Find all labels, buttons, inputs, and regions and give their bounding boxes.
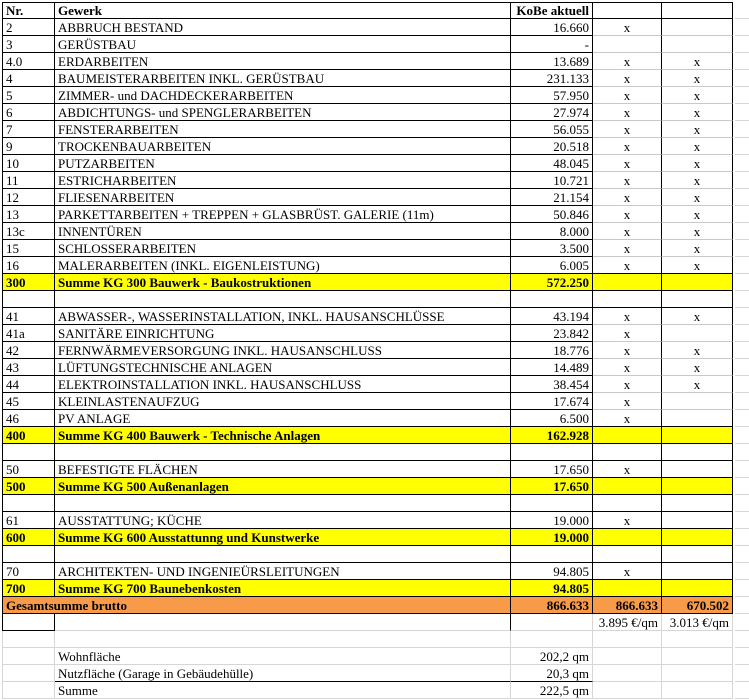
cell-check1[interactable]: x (593, 393, 662, 410)
cell-nr[interactable]: 4 (2, 70, 55, 87)
cell-gewerk[interactable]: ERDARBEITEN (55, 53, 511, 70)
cell-check2[interactable] (662, 478, 733, 495)
cell-gewerk[interactable] (55, 444, 511, 461)
cell-nr[interactable] (2, 444, 55, 461)
cell-gewerk[interactable]: PARKETTARBEITEN + TREPPEN + GLASBRÜST. GALERIE (11m) (55, 206, 511, 223)
cell-nr[interactable]: 700 (2, 580, 55, 597)
cell-check2[interactable] (662, 648, 733, 665)
cell-nr[interactable]: 13c (2, 223, 55, 240)
cell-check1[interactable]: x (593, 70, 662, 87)
cell-gewerk[interactable]: TROCKENBAUARBEITEN (55, 138, 511, 155)
cell-check1[interactable]: x (593, 342, 662, 359)
unit-price-row (2, 614, 733, 631)
cell-nr[interactable] (2, 682, 55, 699)
table-row (2, 70, 733, 87)
cell-gewerk[interactable]: BEFESTIGTE FLÄCHEN (55, 461, 511, 478)
cell-nr[interactable]: 13 (2, 206, 55, 223)
cell-check2[interactable] (662, 631, 733, 648)
cell-gewerk[interactable]: PUTZARBEITEN (55, 155, 511, 172)
cell-check1[interactable]: x (593, 359, 662, 376)
cell-check2[interactable] (662, 444, 733, 461)
cell-check1[interactable]: x (593, 240, 662, 257)
cell-gewerk[interactable]: Summe (55, 682, 511, 699)
cell-check1[interactable]: x (593, 376, 662, 393)
cell-kobe[interactable]: 20,3 qm (511, 665, 593, 682)
cell-check2[interactable]: x (662, 376, 733, 393)
cell-check1[interactable] (593, 495, 662, 512)
cell-nr[interactable]: 4.0 (2, 53, 55, 70)
cell-kobe[interactable]: 50.846 (511, 206, 593, 223)
cost-table (2, 2, 733, 699)
cell-check1[interactable] (593, 580, 662, 597)
table-row (2, 325, 733, 342)
cell-check2[interactable]: x (662, 206, 733, 223)
cell-check2[interactable] (662, 682, 733, 699)
cell-check1[interactable]: x (593, 138, 662, 155)
cell-kobe[interactable]: 13.689 (511, 53, 593, 70)
cell-check1[interactable]: x (593, 189, 662, 206)
cell-check1[interactable]: x (593, 223, 662, 240)
cell-check1[interactable] (593, 529, 662, 546)
cell-nr[interactable]: 2 (2, 19, 55, 36)
cell-check1[interactable]: x (593, 172, 662, 189)
cell-kobe[interactable]: 231.133 (511, 70, 593, 87)
cell-check2[interactable]: x (662, 189, 733, 206)
cell-check2[interactable]: x (662, 308, 733, 325)
cell-kobe[interactable]: 3.500 (511, 240, 593, 257)
cell-kobe[interactable]: 43.194 (511, 308, 593, 325)
cell-kobe[interactable]: 6.005 (511, 257, 593, 274)
cell-kobe[interactable] (511, 631, 593, 648)
kostengruppen-table (2, 2, 733, 699)
cell-gewerk[interactable]: Summe KG 700 Baunebenkosten (55, 580, 511, 597)
cell-kobe[interactable]: 16.660 (511, 19, 593, 36)
table-row (2, 155, 733, 172)
cell-gewerk[interactable]: GERÜSTBAU (55, 36, 511, 53)
cell-gewerk[interactable]: Summe KG 500 Außenanlagen (55, 478, 511, 495)
cell-check1[interactable] (593, 291, 662, 308)
cell-gewerk[interactable]: Summe KG 300 Bauwerk - Baukostruktionen (55, 274, 511, 291)
table-row (2, 342, 733, 359)
cell-nr[interactable]: 61 (2, 512, 55, 529)
cell-nr[interactable] (2, 546, 55, 563)
cell-check1[interactable]: x (593, 461, 662, 478)
cell-gewerk[interactable]: ESTRICHARBEITEN (55, 172, 511, 189)
cell-check1[interactable]: 866.633 (593, 597, 662, 614)
cell-check2[interactable]: x (662, 70, 733, 87)
cell-kobe[interactable]: - (511, 36, 593, 53)
cell-check2[interactable] (662, 495, 733, 512)
cell-kobe[interactable]: 19.000 (511, 512, 593, 529)
cell-kobe[interactable]: 18.776 (511, 342, 593, 359)
cell-check1[interactable] (593, 274, 662, 291)
cell-check2[interactable]: 3.013 €/qm (662, 614, 733, 631)
cell-gewerk[interactable] (55, 631, 511, 648)
cell-gewerk[interactable]: AUSSTATTUNG; KÜCHE (55, 512, 511, 529)
cell-kobe[interactable]: 866.633 (511, 597, 593, 614)
cell-gewerk[interactable]: Summe KG 600 Ausstattunng und Kunstwerke (55, 529, 511, 546)
cell-gewerk[interactable]: ABBRUCH BESTAND (55, 19, 511, 36)
table-row (2, 53, 733, 70)
table-row (2, 410, 733, 427)
cell-check2[interactable] (662, 529, 733, 546)
cell-check1[interactable]: x (593, 155, 662, 172)
cell-nr[interactable]: 42 (2, 342, 55, 359)
table-row (2, 376, 733, 393)
cell-gewerk[interactable]: BAUMEISTERARBEITEN INKL. GERÜSTBAU (55, 70, 511, 87)
cell-nr[interactable]: 50 (2, 461, 55, 478)
table-row (2, 138, 733, 155)
cell-gewerk[interactable] (55, 495, 511, 512)
cell-check2[interactable] (662, 19, 733, 36)
cell-gewerk[interactable] (55, 614, 511, 631)
cell-kobe[interactable]: 57.950 (511, 87, 593, 104)
cell-kobe[interactable] (511, 444, 593, 461)
cell-check1[interactable]: x (593, 53, 662, 70)
cell-gewerk[interactable]: Gewerk (55, 2, 511, 19)
cell-gewerk[interactable]: Wohnfläche (55, 648, 511, 665)
cell-check1[interactable]: x (593, 206, 662, 223)
cell-kobe[interactable] (511, 291, 593, 308)
cell-nr[interactable]: 15 (2, 240, 55, 257)
table-row (2, 223, 733, 240)
cell-check2[interactable] (662, 36, 733, 53)
cell-check2[interactable] (662, 274, 733, 291)
cell-kobe[interactable]: 20.518 (511, 138, 593, 155)
cell-check1[interactable] (593, 682, 662, 699)
area-row (2, 648, 733, 665)
cell-kobe[interactable] (511, 546, 593, 563)
cell-gewerk[interactable]: SCHLOSSERARBEITEN (55, 240, 511, 257)
cell-check1[interactable]: 3.895 €/qm (593, 614, 662, 631)
cell-check1[interactable] (593, 36, 662, 53)
blank-row (2, 631, 733, 648)
cell-nr[interactable]: 12 (2, 189, 55, 206)
cell-check2[interactable]: x (662, 223, 733, 240)
table-row (2, 240, 733, 257)
cell-gewerk[interactable]: Gesamtsumme brutto (2, 597, 511, 614)
cell-gewerk[interactable]: LÜFTUNGSTECHNISCHE ANLAGEN (55, 359, 511, 376)
cell-nr[interactable]: 600 (2, 529, 55, 546)
sum-row-400 (2, 427, 733, 444)
cell-nr[interactable]: 9 (2, 138, 55, 155)
cell-check1[interactable] (593, 478, 662, 495)
cell-check2[interactable]: x (662, 172, 733, 189)
cell-nr[interactable] (2, 665, 55, 682)
cell-check1[interactable]: x (593, 308, 662, 325)
table-row (2, 461, 733, 478)
cell-gewerk[interactable]: ELEKTROINSTALLATION INKL. HAUSANSCHLUSS (55, 376, 511, 393)
cell-nr[interactable]: 6 (2, 104, 55, 121)
blank-row (2, 495, 733, 512)
cell-check2[interactable]: x (662, 104, 733, 121)
cell-gewerk[interactable] (55, 291, 511, 308)
cell-kobe[interactable]: 222,5 qm (511, 682, 593, 699)
cell-check1[interactable]: x (593, 104, 662, 121)
cell-kobe[interactable]: 48.045 (511, 155, 593, 172)
cell-kobe[interactable]: 19.000 (511, 529, 593, 546)
cell-check1[interactable] (593, 631, 662, 648)
cell-nr[interactable]: 11 (2, 172, 55, 189)
cell-kobe[interactable]: 94.805 (511, 563, 593, 580)
cell-gewerk[interactable]: FLIESENARBEITEN (55, 189, 511, 206)
cell-check2[interactable] (662, 546, 733, 563)
blank-row (2, 291, 733, 308)
cell-kobe[interactable]: 14.489 (511, 359, 593, 376)
cell-nr[interactable] (2, 631, 55, 648)
cell-check2[interactable]: x (662, 359, 733, 376)
table-row (2, 206, 733, 223)
cell-kobe[interactable]: 27.974 (511, 104, 593, 121)
table-row (2, 257, 733, 274)
cell-check2[interactable] (662, 410, 733, 427)
cell-nr[interactable]: 400 (2, 427, 55, 444)
cell-check2[interactable] (662, 665, 733, 682)
cell-check2[interactable] (662, 2, 733, 19)
cell-gewerk[interactable]: KLEINLASTENAUFZUG (55, 393, 511, 410)
cell-check1[interactable] (593, 427, 662, 444)
cell-nr[interactable]: 41a (2, 325, 55, 342)
cell-gewerk[interactable]: ABWASSER-, WASSERINSTALLATION, INKL. HAUSANSCHLÜSSE (55, 308, 511, 325)
cell-check1[interactable]: x (593, 512, 662, 529)
table-row (2, 393, 733, 410)
cell-nr[interactable]: 3 (2, 36, 55, 53)
cell-check2[interactable]: x (662, 121, 733, 138)
cell-kobe[interactable]: 17.674 (511, 393, 593, 410)
total-row (2, 597, 733, 614)
cell-kobe[interactable]: 56.055 (511, 121, 593, 138)
cell-gewerk[interactable]: INNENTÜREN (55, 223, 511, 240)
cell-nr[interactable]: 46 (2, 410, 55, 427)
cell-check1[interactable] (593, 546, 662, 563)
cell-nr[interactable]: 10 (2, 155, 55, 172)
cell-nr[interactable]: 16 (2, 257, 55, 274)
cell-check1[interactable]: x (593, 563, 662, 580)
cell-check1[interactable]: x (593, 19, 662, 36)
sum-row-300 (2, 274, 733, 291)
cell-check2[interactable]: x (662, 257, 733, 274)
cell-gewerk[interactable] (55, 546, 511, 563)
cell-kobe[interactable]: 8.000 (511, 223, 593, 240)
cell-kobe[interactable]: 17.650 (511, 478, 593, 495)
cell-check2[interactable]: x (662, 342, 733, 359)
cell-gewerk[interactable]: Nutzfläche (Garage in Gebäudehülle) (55, 665, 511, 682)
cell-check2[interactable]: x (662, 87, 733, 104)
cell-check2[interactable] (662, 580, 733, 597)
cell-check1[interactable]: x (593, 87, 662, 104)
cell-check1[interactable]: x (593, 410, 662, 427)
blank-row (2, 444, 733, 461)
cell-check1[interactable] (593, 665, 662, 682)
cell-check2[interactable]: 670.502 (662, 597, 733, 614)
cell-kobe[interactable]: 10.721 (511, 172, 593, 189)
cell-check2[interactable] (662, 427, 733, 444)
cell-check1[interactable]: x (593, 325, 662, 342)
cell-gewerk[interactable]: FENSTERARBEITEN (55, 121, 511, 138)
table-row (2, 121, 733, 138)
cell-check2[interactable] (662, 461, 733, 478)
cell-check2[interactable] (662, 512, 733, 529)
cell-nr[interactable] (2, 495, 55, 512)
sum-row-500 (2, 478, 733, 495)
cell-check2[interactable] (662, 393, 733, 410)
cell-gewerk[interactable]: ZIMMER- und DACHDECKERARBEITEN (55, 87, 511, 104)
table-row (2, 87, 733, 104)
cell-gewerk[interactable]: ARCHITEKTEN- UND INGENIEÜRSLEITUNGEN (55, 563, 511, 580)
cell-check2[interactable]: x (662, 240, 733, 257)
table-row (2, 189, 733, 206)
cell-kobe[interactable]: 21.154 (511, 189, 593, 206)
cell-kobe[interactable] (511, 614, 593, 631)
area-row (2, 682, 733, 699)
cell-check1[interactable]: x (593, 257, 662, 274)
cell-kobe[interactable]: 202,2 qm (511, 648, 593, 665)
cell-kobe[interactable]: KoBe aktuell (511, 2, 593, 19)
cell-kobe[interactable]: 572.250 (511, 274, 593, 291)
cell-kobe[interactable]: 162.928 (511, 427, 593, 444)
cell-nr[interactable] (2, 648, 55, 665)
cell-nr[interactable]: Nr. (2, 2, 55, 19)
cell-check2[interactable]: x (662, 138, 733, 155)
cell-kobe[interactable] (511, 495, 593, 512)
sum-row-600 (2, 529, 733, 546)
sum-row-700 (2, 580, 733, 597)
cell-gewerk[interactable]: PV ANLAGE (55, 410, 511, 427)
cell-gewerk[interactable]: FERNWÄRMEVERSORGUNG INKL. HAUSANSCHLUSS (55, 342, 511, 359)
table-row (2, 308, 733, 325)
cell-nr[interactable]: 44 (2, 376, 55, 393)
cell-check2[interactable] (662, 325, 733, 342)
cell-kobe[interactable]: 94.805 (511, 580, 593, 597)
cell-check2[interactable]: x (662, 53, 733, 70)
cell-check1[interactable] (593, 648, 662, 665)
cell-nr[interactable]: 5 (2, 87, 55, 104)
cell-nr[interactable] (2, 614, 55, 631)
cell-nr[interactable]: 500 (2, 478, 55, 495)
cell-nr[interactable]: 41 (2, 308, 55, 325)
cell-nr[interactable]: 45 (2, 393, 55, 410)
table-row (2, 36, 733, 53)
cell-kobe[interactable]: 6.500 (511, 410, 593, 427)
cell-gewerk[interactable]: MALERARBEITEN (INKL. EIGENLEISTUNG) (55, 257, 511, 274)
table-row (2, 104, 733, 121)
cell-gewerk[interactable]: Summe KG 400 Bauwerk - Technische Anlagen (55, 427, 511, 444)
cell-kobe[interactable]: 38.454 (511, 376, 593, 393)
area-row (2, 665, 733, 682)
table-row (2, 512, 733, 529)
cell-nr[interactable]: 7 (2, 121, 55, 138)
cell-kobe[interactable]: 23.842 (511, 325, 593, 342)
header-row (2, 2, 733, 19)
cell-check1[interactable]: x (593, 121, 662, 138)
sheet-gridline-strip (735, 2, 749, 699)
cell-gewerk[interactable]: SANITÄRE EINRICHTUNG (55, 325, 511, 342)
cell-check2[interactable]: x (662, 155, 733, 172)
cell-check2[interactable] (662, 291, 733, 308)
table-row (2, 563, 733, 580)
table-row (2, 359, 733, 376)
table-row (2, 172, 733, 189)
table-row (2, 19, 733, 36)
cell-kobe[interactable]: 17.650 (511, 461, 593, 478)
cell-nr[interactable]: 300 (2, 274, 55, 291)
cell-check1[interactable] (593, 2, 662, 19)
cell-nr[interactable] (2, 291, 55, 308)
cell-nr[interactable]: 70 (2, 563, 55, 580)
blank-row (2, 546, 733, 563)
cell-gewerk[interactable]: ABDICHTUNGS- und SPENGLERARBEITEN (55, 104, 511, 121)
cell-nr[interactable]: 43 (2, 359, 55, 376)
cell-check2[interactable] (662, 563, 733, 580)
cell-check1[interactable] (593, 444, 662, 461)
